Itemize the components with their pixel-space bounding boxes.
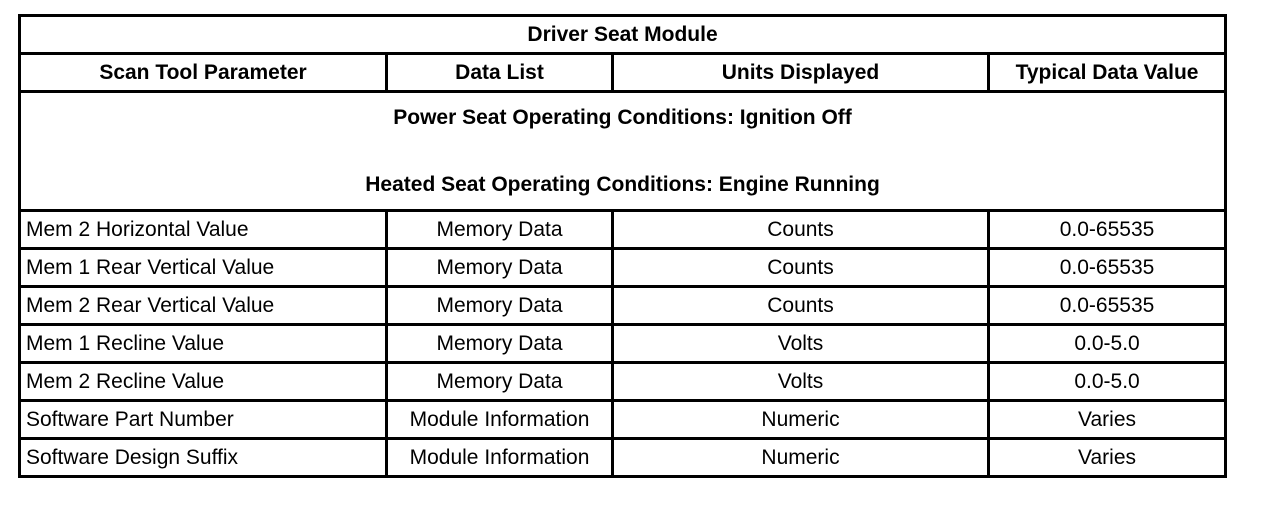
column-header-units-displayed: Units Displayed	[613, 54, 989, 92]
cell-data-list: Memory Data	[387, 363, 613, 401]
cell-scan-tool-parameter: Software Part Number	[20, 401, 387, 439]
cell-scan-tool-parameter: Mem 2 Recline Value	[20, 363, 387, 401]
column-header-scan-tool-parameter: Scan Tool Parameter	[20, 54, 387, 92]
cell-typical-data-value: 0.0-65535	[989, 249, 1226, 287]
cell-data-list: Memory Data	[387, 287, 613, 325]
cell-units-displayed: Volts	[613, 363, 989, 401]
cell-typical-data-value: 0.0-5.0	[989, 325, 1226, 363]
table-body	[20, 211, 1226, 477]
cell-scan-tool-parameter: Software Design Suffix	[20, 439, 387, 477]
table-title: Driver Seat Module	[20, 16, 1226, 54]
cell-units-displayed: Counts	[613, 249, 989, 287]
table-row	[20, 211, 1226, 249]
cell-data-list: Module Information	[387, 439, 613, 477]
cell-data-list: Module Information	[387, 401, 613, 439]
operating-conditions-cell	[20, 92, 1226, 211]
table-title-row	[20, 16, 1226, 54]
cell-scan-tool-parameter: Mem 2 Rear Vertical Value	[20, 287, 387, 325]
operating-conditions-row	[20, 92, 1226, 211]
cell-scan-tool-parameter: Mem 1 Recline Value	[20, 325, 387, 363]
cell-units-displayed: Numeric	[613, 401, 989, 439]
cell-units-displayed: Numeric	[613, 439, 989, 477]
cell-typical-data-value: 0.0-65535	[989, 211, 1226, 249]
table-row	[20, 363, 1226, 401]
cell-typical-data-value: 0.0-65535	[989, 287, 1226, 325]
table-row	[20, 325, 1226, 363]
cell-units-displayed: Volts	[613, 325, 989, 363]
cell-scan-tool-parameter: Mem 1 Rear Vertical Value	[20, 249, 387, 287]
cell-scan-tool-parameter: Mem 2 Horizontal Value	[20, 211, 387, 249]
conditions-spacer	[21, 131, 1224, 171]
cell-units-displayed: Counts	[613, 211, 989, 249]
cell-data-list: Memory Data	[387, 211, 613, 249]
column-header-data-list: Data List	[387, 54, 613, 92]
cell-data-list: Memory Data	[387, 249, 613, 287]
table-header-row	[20, 54, 1226, 92]
cell-typical-data-value: 0.0-5.0	[989, 363, 1226, 401]
column-header-typical-data-value: Typical Data Value	[989, 54, 1226, 92]
table-row	[20, 287, 1226, 325]
scan-tool-data-table	[18, 14, 1227, 478]
table-row	[20, 249, 1226, 287]
cell-data-list: Memory Data	[387, 325, 613, 363]
power-seat-conditions: Power Seat Operating Conditions: Ignition Off	[393, 106, 852, 129]
table-row	[20, 439, 1226, 477]
cell-typical-data-value: Varies	[989, 401, 1226, 439]
cell-typical-data-value: Varies	[989, 439, 1226, 477]
table-row	[20, 401, 1226, 439]
heated-seat-conditions: Heated Seat Operating Conditions: Engine Running	[365, 173, 880, 196]
cell-units-displayed: Counts	[613, 287, 989, 325]
